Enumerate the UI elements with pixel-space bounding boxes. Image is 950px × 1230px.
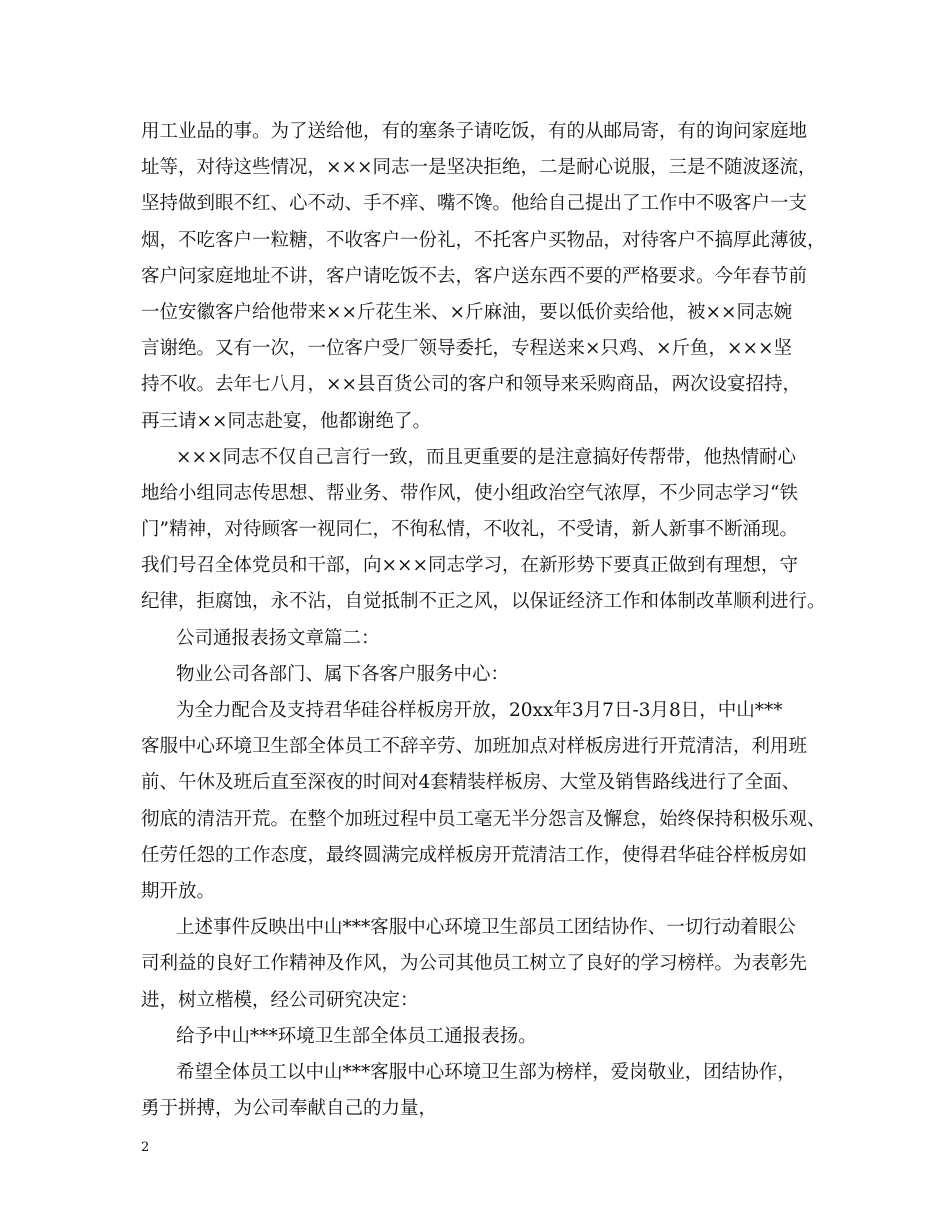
text-line: 纪律，拒腐蚀，永不沾，自觉抵制不正之风，以保证经济工作和体制改革顺利进行。 [141, 591, 826, 613]
text-line: 一位安徽客户给他带来××斤花生米、×斤麻油，要以低价卖给他，被××同志婉 [141, 301, 793, 323]
text-line: 用工业品的事。为了送给他，有的塞条子请吃饭，有的从邮局寄，有的询问家庭地 [141, 121, 808, 142]
text-line: 上述事件反映出中山***客服中心环境卫生部员工团结协作、一切行动着眼公 [176, 917, 796, 939]
document-body [141, 114, 831, 1127]
text-line: 客户问家庭地址不讲，客户请吃饭不去，客户送东西不要的严格要求。今年春节前 [141, 265, 808, 287]
text-line: 地给小组同志传思想、帮业务、带作风，使小组政治空气浓厚，不少同志学习“铁 [141, 482, 798, 504]
text-line: 坚持做到眼不红、心不动、手不痒、嘴不馋。他给自己提出了工作中不吸客户一支 [141, 193, 808, 215]
text-line: 门”精神，对待顾客一视同仁，不徇私情，不收礼，不受请，新人新事不断涌现。 [141, 519, 798, 541]
text-line: 前、午休及班后直至深夜的时间对4套精装样板房、大堂及销售路线进行了全面、 [141, 772, 801, 794]
text-line: 言谢绝。又有一次，一位客户受厂领导委托，专程送来×只鸡、×斤鱼，×××坚 [141, 338, 793, 360]
text-line: 任劳任怨的工作态度，最终圆满完成样板房开荒清洁工作，使得君华硅谷样板房如 [141, 844, 808, 866]
text-line: 客服中心环境卫生部全体员工不辞辛劳、加班加点对样板房进行开荒清洁，利用班 [141, 736, 808, 758]
text-line: 再三请××同志赴宴，他都谢绝了。 [141, 410, 432, 432]
text-line: 司利益的良好工作精神及作风，为公司其他员工树立了良好的学习榜样。为表彰先 [141, 953, 808, 975]
text-line: 物业公司各部门、属下各客户服务中心： [176, 663, 510, 685]
text-line: 给予中山***环境卫生部全体员工通报表扬。 [176, 1025, 537, 1047]
text-line: 彻底的清洁开荒。在整个加班过程中员工毫无半分怨言及懈怠，始终保持积极乐观、 [141, 808, 826, 830]
text-line: 为全力配合及支持君华硅谷样板房开放，20xx年3月7日-3月8日，中山*** [176, 700, 783, 721]
text-line: 址等，对待这些情况，×××同志一是坚决拒绝，二是耐心说服，三是不随波逐流， [141, 157, 817, 179]
page-number: 2 [141, 1140, 150, 1155]
text-line: ×××同志不仅自己言行一致，而且更重要的是注意搞好传帮带，他热情耐心 [176, 446, 797, 468]
text-line: 公司通报表扬文章篇二： [176, 627, 380, 649]
text-line: 期开放。 [141, 880, 216, 902]
text-line: 烟，不吃客户一粒糖，不收客户一份礼，不托客户买物品，对待客户不搞厚此薄彼， [141, 229, 826, 251]
text-line: 持不收。去年七八月，××县百货公司的客户和领导来采购商品，两次设宴招持， [141, 374, 802, 396]
text-line: 勇于拼搏，为公司奉献自己的力量， [141, 1098, 438, 1120]
text-line: 希望全体员工以中山***客服中心环境卫生部为榜样，爱岗敬业，团结协作， [176, 1061, 796, 1083]
text-line: 进，树立楷模，经公司研究决定： [141, 989, 419, 1011]
text-line: 我们号召全体党员和干部，向×××同志学习，在新形势下要真正做到有理想，守 [141, 555, 799, 577]
